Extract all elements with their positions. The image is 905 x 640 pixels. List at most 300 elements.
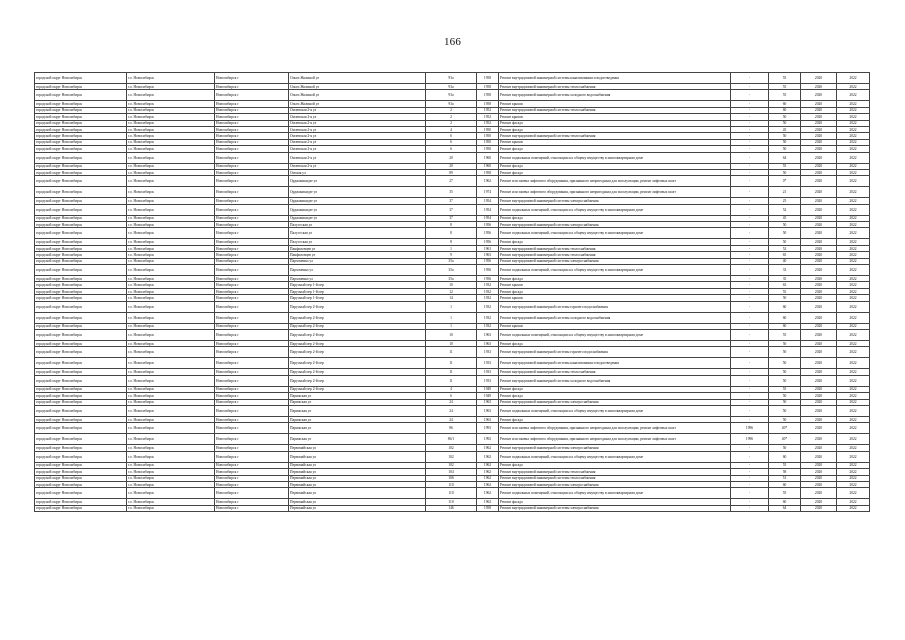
house-number-cell: 10: [426, 340, 477, 346]
house-number-cell: 93а: [426, 90, 477, 101]
wear-percent-cell: 50: [769, 405, 801, 416]
locality-cell: Новосибирск г: [215, 163, 289, 169]
locality-cell: Новосибирск г: [215, 252, 289, 258]
build-year-cell: 1932: [477, 301, 499, 312]
work-type-cell: Ремонт крыши: [499, 295, 731, 301]
table-row: [35, 90, 870, 101]
build-year-cell: 1954: [477, 204, 499, 215]
house-number-cell: 24: [426, 399, 477, 405]
build-year-cell: 1932: [477, 323, 499, 329]
lift-year-cell: -: [731, 358, 769, 369]
house-number-cell: 8: [426, 222, 477, 228]
locality-cell: Новосибирск г: [215, 239, 289, 245]
plan-start-cell: 2020: [801, 369, 837, 375]
house-number-cell: 6: [426, 393, 477, 399]
plan-end-cell: 2022: [837, 73, 870, 84]
municipality-cell: городской округ Новосибирск: [35, 265, 127, 276]
wear-percent-cell: 52: [769, 245, 801, 251]
work-type-cell: Ремонт подвальных помещений, относящихся к общему имуществу в многоквартирном доме: [499, 451, 731, 462]
wear-percent-cell: 40*: [769, 423, 801, 434]
locality-cell: Новосибирск г: [215, 276, 289, 282]
plan-start-cell: 2020: [801, 222, 837, 228]
plan-start-cell: 2020: [801, 434, 837, 445]
plan-start-cell: 2020: [801, 323, 837, 329]
wear-percent-cell: 55: [769, 462, 801, 468]
work-type-cell: Ремонт фасада: [499, 288, 731, 294]
table-row: [35, 265, 870, 276]
wear-percent-cell: 64: [769, 505, 801, 511]
work-type-cell: Ремонт фасада: [499, 126, 731, 132]
street-cell: Парижская ул: [289, 405, 426, 416]
locality-cell: Новосибирск г: [215, 146, 289, 152]
wear-percent-cell: 60: [769, 481, 801, 487]
plan-start-cell: 2020: [801, 187, 837, 198]
build-year-cell: 1960: [477, 152, 499, 163]
municipality-cell: городской округ Новосибирск: [35, 488, 127, 499]
municipality-cell: городской округ Новосибирск: [35, 239, 127, 245]
house-number-cell: 35а: [426, 276, 477, 282]
work-type-cell: Ремонт фасада: [499, 393, 731, 399]
build-year-cell: 1932: [477, 295, 499, 301]
build-year-cell: 1956: [477, 228, 499, 239]
street-cell: Парусный пер 2-й пер: [289, 347, 426, 358]
work-type-cell: Ремонт внутридомовой инженерной системы электроснабжения: [499, 198, 731, 204]
lift-year-cell: -: [731, 488, 769, 499]
locality-cell: Новосибирск г: [215, 329, 289, 340]
table-row: [35, 176, 870, 187]
wear-percent-cell: 21: [769, 187, 801, 198]
table-row: [35, 375, 870, 386]
plan-start-cell: 2020: [801, 416, 837, 422]
plan-start-cell: 2020: [801, 114, 837, 120]
plan-end-cell: 2022: [837, 475, 870, 481]
build-year-cell: 1962: [477, 499, 499, 505]
locality-cell: Новосибирск г: [215, 505, 289, 511]
work-type-cell: Ремонт внутридомовой инженерной системы холодного водоснабжения: [499, 375, 731, 386]
build-year-cell: 1952: [477, 114, 499, 120]
municipality-cell: городской округ Новосибирск: [35, 198, 127, 204]
district-cell: г.о. Новосибирск: [127, 101, 215, 107]
district-cell: г.о. Новосибирск: [127, 393, 215, 399]
street-cell: Парижская ул: [289, 393, 426, 399]
plan-start-cell: 2020: [801, 423, 837, 434]
build-year-cell: 1962: [477, 469, 499, 475]
house-number-cell: 37: [426, 204, 477, 215]
build-year-cell: 1933: [477, 347, 499, 358]
build-year-cell: 1956: [477, 265, 499, 276]
lift-year-cell: -: [731, 101, 769, 107]
plan-end-cell: 2022: [837, 451, 870, 462]
plan-end-cell: 2022: [837, 282, 870, 288]
district-cell: г.о. Новосибирск: [127, 252, 215, 258]
street-cell: Палуосская ул: [289, 228, 426, 239]
lift-year-cell: -: [731, 258, 769, 264]
wear-percent-cell: 50: [769, 399, 801, 405]
district-cell: г.о. Новосибирск: [127, 228, 215, 239]
table-row: [35, 312, 870, 323]
table-row: [35, 73, 870, 84]
build-year-cell: 1954: [477, 215, 499, 221]
plan-start-cell: 2020: [801, 505, 837, 511]
plan-end-cell: 2022: [837, 295, 870, 301]
street-cell: Пархоменко ул: [289, 265, 426, 276]
street-cell: Парусный пер 2-й пер: [289, 358, 426, 369]
street-cell: Первомайская ул: [289, 469, 426, 475]
street-cell: Омлевская 2-я ул: [289, 146, 426, 152]
wear-percent-cell: 52: [769, 204, 801, 215]
build-year-cell: 1958: [477, 84, 499, 90]
locality-cell: Новосибирск г: [215, 399, 289, 405]
work-type-cell: Ремонт внутридомовой инженерной системы канализования и водоотведения: [499, 358, 731, 369]
lift-year-cell: -: [731, 340, 769, 346]
lift-year-cell: -: [731, 84, 769, 90]
locality-cell: Новосибирск г: [215, 481, 289, 487]
table-row: [35, 423, 870, 434]
work-type-cell: Ремонт внутридомовой инженерной системы теплоснабжения: [499, 84, 731, 90]
street-cell: Парусный пер 1-й пер: [289, 295, 426, 301]
work-type-cell: Ремонт фасада: [499, 215, 731, 221]
work-type-cell: Ремонт крыши: [499, 282, 731, 288]
house-number-cell: 37: [426, 215, 477, 221]
wear-percent-cell: 55: [769, 84, 801, 90]
build-year-cell: 1956: [477, 222, 499, 228]
plan-end-cell: 2022: [837, 445, 870, 451]
plan-start-cell: 2020: [801, 126, 837, 132]
locality-cell: Новосибирск г: [215, 204, 289, 215]
lift-year-cell: -: [731, 198, 769, 204]
lift-year-cell: -: [731, 393, 769, 399]
plan-end-cell: 2022: [837, 405, 870, 416]
wear-percent-cell: 60: [769, 301, 801, 312]
plan-start-cell: 2020: [801, 133, 837, 139]
house-number-cell: 1: [426, 245, 477, 251]
district-cell: г.о. Новосибирск: [127, 505, 215, 511]
plan-end-cell: 2022: [837, 499, 870, 505]
wear-percent-cell: 60: [769, 499, 801, 505]
build-year-cell: 1963: [477, 399, 499, 405]
municipality-cell: городской округ Новосибирск: [35, 469, 127, 475]
plan-start-cell: 2020: [801, 499, 837, 505]
municipality-cell: городской округ Новосибирск: [35, 176, 127, 187]
municipality-cell: городской округ Новосибирск: [35, 73, 127, 84]
municipality-cell: городской округ Новосибирск: [35, 434, 127, 445]
build-year-cell: 1961: [477, 245, 499, 251]
district-cell: г.о. Новосибирск: [127, 423, 215, 434]
municipality-cell: городской округ Новосибирск: [35, 475, 127, 481]
house-number-cell: 11: [426, 369, 477, 375]
build-year-cell: 1933: [477, 358, 499, 369]
street-cell: Парижская ул: [289, 416, 426, 422]
municipality-cell: городской округ Новосибирск: [35, 107, 127, 113]
municipality-cell: городской округ Новосибирск: [35, 288, 127, 294]
plan-start-cell: 2020: [801, 73, 837, 84]
house-number-cell: 110: [426, 481, 477, 487]
build-year-cell: 1962: [477, 481, 499, 487]
locality-cell: Новосибирск г: [215, 187, 289, 198]
lift-year-cell: -: [731, 312, 769, 323]
locality-cell: Новосибирск г: [215, 176, 289, 187]
locality-cell: Новосибирск г: [215, 228, 289, 239]
district-cell: г.о. Новосибирск: [127, 282, 215, 288]
lift-year-cell: -: [731, 347, 769, 358]
plan-end-cell: 2022: [837, 462, 870, 468]
lift-year-cell: -: [731, 369, 769, 375]
lift-year-cell: -: [731, 499, 769, 505]
work-type-cell: Ремонт подвальных помещений, относящихся к общему имуществу в многоквартирном доме: [499, 228, 731, 239]
build-year-cell: 1958: [477, 505, 499, 511]
district-cell: г.о. Новосибирск: [127, 369, 215, 375]
house-number-cell: 110: [426, 488, 477, 499]
municipality-cell: городской округ Новосибирск: [35, 133, 127, 139]
municipality-cell: городской округ Новосибирск: [35, 451, 127, 462]
house-number-cell: 12: [426, 288, 477, 294]
plan-start-cell: 2020: [801, 488, 837, 499]
municipality-cell: городской округ Новосибирск: [35, 505, 127, 511]
district-cell: г.о. Новосибирск: [127, 295, 215, 301]
house-number-cell: 20: [426, 163, 477, 169]
plan-end-cell: 2022: [837, 347, 870, 358]
plan-end-cell: 2022: [837, 312, 870, 323]
wear-percent-cell: 50: [769, 120, 801, 126]
district-cell: г.о. Новосибирск: [127, 215, 215, 221]
locality-cell: Новосибирск г: [215, 347, 289, 358]
house-number-cell: 93а: [426, 73, 477, 84]
work-type-cell: Ремонт внутридомовой инженерной системы электроснабжения: [499, 445, 731, 451]
work-type-cell: Ремонт фасада: [499, 276, 731, 282]
build-year-cell: 1958: [477, 90, 499, 101]
locality-cell: Новосибирск г: [215, 499, 289, 505]
house-number-cell: 102: [426, 462, 477, 468]
table-row: [35, 505, 870, 511]
lift-year-cell: -: [731, 176, 769, 187]
work-type-cell: Ремонт фасада: [499, 163, 731, 169]
street-cell: Орджоникидзе ул: [289, 204, 426, 215]
lift-year-cell: -: [731, 252, 769, 258]
work-type-cell: Ремонт фасада: [499, 416, 731, 422]
street-cell: Пархоменко ул: [289, 258, 426, 264]
locality-cell: Новосибирск г: [215, 488, 289, 499]
wear-percent-cell: 50: [769, 139, 801, 145]
table-row: [35, 228, 870, 239]
district-cell: г.о. Новосибирск: [127, 288, 215, 294]
build-year-cell: 1956: [477, 239, 499, 245]
lift-year-cell: -: [731, 469, 769, 475]
build-year-cell: 1962: [477, 445, 499, 451]
municipality-cell: городской округ Новосибирск: [35, 258, 127, 264]
work-type-cell: Ремонт подвальных помещений, относящихся к общему имуществу в многоквартирном доме: [499, 488, 731, 499]
lift-year-cell: -: [731, 416, 769, 422]
municipality-cell: городской округ Новосибирск: [35, 301, 127, 312]
street-cell: Парижская ул: [289, 399, 426, 405]
build-year-cell: 1950: [477, 139, 499, 145]
house-number-cell: 2: [426, 120, 477, 126]
locality-cell: Новосибирск г: [215, 295, 289, 301]
district-cell: г.о. Новосибирск: [127, 405, 215, 416]
plan-end-cell: 2022: [837, 169, 870, 175]
plan-start-cell: 2020: [801, 375, 837, 386]
plan-start-cell: 2020: [801, 146, 837, 152]
table-row: [35, 405, 870, 416]
work-type-cell: Ремонт подвальных помещений, относящихся к общему имуществу в многоквартирном доме: [499, 405, 731, 416]
plan-end-cell: 2022: [837, 358, 870, 369]
plan-start-cell: 2020: [801, 120, 837, 126]
wear-percent-cell: 50: [769, 222, 801, 228]
lift-year-cell: -: [731, 265, 769, 276]
street-cell: Парусный пер 2-й пер: [289, 386, 426, 392]
work-type-cell: Ремонт фасада: [499, 462, 731, 468]
house-number-cell: 1: [426, 323, 477, 329]
build-year-cell: 1956: [477, 276, 499, 282]
wear-percent-cell: 55: [769, 288, 801, 294]
district-cell: г.о. Новосибирск: [127, 475, 215, 481]
district-cell: г.о. Новосибирск: [127, 245, 215, 251]
wear-percent-cell: 35: [769, 276, 801, 282]
plan-start-cell: 2020: [801, 101, 837, 107]
locality-cell: Новосибирск г: [215, 198, 289, 204]
lift-year-cell: -: [731, 405, 769, 416]
plan-start-cell: 2020: [801, 451, 837, 462]
work-type-cell: Ремонт внутридомовой инженерной системы электроснабжения: [499, 258, 731, 264]
plan-end-cell: 2022: [837, 215, 870, 221]
street-cell: Панфиловцев ул: [289, 245, 426, 251]
district-cell: г.о. Новосибирск: [127, 265, 215, 276]
street-cell: Омлевская 2-я ул: [289, 114, 426, 120]
table-row: [35, 187, 870, 198]
municipality-cell: городской округ Новосибирск: [35, 139, 127, 145]
lift-year-cell: -: [731, 323, 769, 329]
locality-cell: Новосибирск г: [215, 265, 289, 276]
plan-end-cell: 2022: [837, 488, 870, 499]
municipality-cell: городской округ Новосибирск: [35, 222, 127, 228]
plan-end-cell: 2022: [837, 228, 870, 239]
locality-cell: Новосибирск г: [215, 133, 289, 139]
district-cell: г.о. Новосибирск: [127, 120, 215, 126]
wear-percent-cell: 40: [769, 258, 801, 264]
plan-end-cell: 2022: [837, 133, 870, 139]
work-type-cell: Ремонт внутридомовой инженерной системы холодного водоснабжения: [499, 90, 731, 101]
build-year-cell: 1949: [477, 393, 499, 399]
lift-year-cell: -: [731, 187, 769, 198]
work-type-cell: Ремонт или замена лифтового оборудования, признанного непригодным для эксплуатации, ремонт лифтовых шахт: [499, 434, 731, 445]
house-number-cell: 11: [426, 347, 477, 358]
plan-end-cell: 2022: [837, 239, 870, 245]
wear-percent-cell: 60: [769, 107, 801, 113]
plan-end-cell: 2022: [837, 375, 870, 386]
municipality-cell: городской округ Новосибирск: [35, 245, 127, 251]
municipality-cell: городской округ Новосибирск: [35, 393, 127, 399]
district-cell: г.о. Новосибирск: [127, 176, 215, 187]
wear-percent-cell: 33: [769, 265, 801, 276]
wear-percent-cell: 50: [769, 369, 801, 375]
build-year-cell: 1932: [477, 282, 499, 288]
wear-percent-cell: 55: [769, 90, 801, 101]
plan-end-cell: 2022: [837, 386, 870, 392]
district-cell: г.о. Новосибирск: [127, 90, 215, 101]
locality-cell: Новосибирск г: [215, 340, 289, 346]
build-year-cell: 1962: [477, 462, 499, 468]
wear-percent-cell: 50: [769, 340, 801, 346]
plan-end-cell: 2022: [837, 301, 870, 312]
lift-year-cell: -: [731, 276, 769, 282]
street-cell: Первомайская ул: [289, 451, 426, 462]
district-cell: г.о. Новосибирск: [127, 169, 215, 175]
build-year-cell: 1963: [477, 340, 499, 346]
lift-year-cell: -: [731, 301, 769, 312]
lift-year-cell: -: [731, 120, 769, 126]
plan-start-cell: 2020: [801, 329, 837, 340]
table-row: [35, 488, 870, 499]
street-cell: Ольги Жилиной ул: [289, 84, 426, 90]
plan-start-cell: 2020: [801, 386, 837, 392]
house-number-cell: 8: [426, 239, 477, 245]
plan-end-cell: 2022: [837, 101, 870, 107]
street-cell: Омская ул: [289, 169, 426, 175]
work-type-cell: Ремонт внутридомовой инженерной системы теплоснабжения: [499, 245, 731, 251]
house-number-cell: 6: [426, 146, 477, 152]
locality-cell: Новосибирск г: [215, 107, 289, 113]
street-cell: Первомайская ул: [289, 488, 426, 499]
build-year-cell: 1932: [477, 312, 499, 323]
street-cell: Первомайская ул: [289, 462, 426, 468]
page-number: 166: [443, 36, 462, 48]
registry-table: [34, 72, 870, 512]
wear-percent-cell: 65: [769, 252, 801, 258]
locality-cell: Новосибирск г: [215, 120, 289, 126]
plan-end-cell: 2022: [837, 107, 870, 113]
lift-year-cell: -: [731, 215, 769, 221]
plan-end-cell: 2022: [837, 245, 870, 251]
table-row: [35, 358, 870, 369]
district-cell: г.о. Новосибирск: [127, 84, 215, 90]
build-year-cell: 1993: [477, 423, 499, 434]
plan-end-cell: 2022: [837, 252, 870, 258]
house-number-cell: 110: [426, 499, 477, 505]
locality-cell: Новосибирск г: [215, 215, 289, 221]
plan-end-cell: 2022: [837, 481, 870, 487]
municipality-cell: городской округ Новосибирск: [35, 423, 127, 434]
plan-start-cell: 2020: [801, 169, 837, 175]
plan-end-cell: 2022: [837, 120, 870, 126]
lift-year-cell: -: [731, 114, 769, 120]
municipality-cell: городской округ Новосибирск: [35, 101, 127, 107]
street-cell: Парусный пер 2-й пер: [289, 369, 426, 375]
work-type-cell: Ремонт фасада: [499, 340, 731, 346]
wear-percent-cell: 60: [769, 323, 801, 329]
work-type-cell: Ремонт внутридомовой инженерной системы электроснабжения: [499, 399, 731, 405]
plan-end-cell: 2022: [837, 146, 870, 152]
work-type-cell: Ремонт подвальных помещений, относящихся к общему имуществу в многоквартирном доме: [499, 152, 731, 163]
work-type-cell: Ремонт крыши: [499, 114, 731, 120]
plan-end-cell: 2022: [837, 288, 870, 294]
plan-start-cell: 2020: [801, 288, 837, 294]
locality-cell: Новосибирск г: [215, 323, 289, 329]
street-cell: Парусный пер 2-й пер: [289, 329, 426, 340]
wear-percent-cell: 40*: [769, 434, 801, 445]
work-type-cell: Ремонт внутридомовой инженерной системы теплоснабжения: [499, 252, 731, 258]
plan-start-cell: 2020: [801, 393, 837, 399]
house-number-cell: 106: [426, 475, 477, 481]
municipality-cell: городской округ Новосибирск: [35, 163, 127, 169]
build-year-cell: 1949: [477, 386, 499, 392]
plan-start-cell: 2020: [801, 475, 837, 481]
build-year-cell: 1956: [477, 258, 499, 264]
house-number-cell: 35а: [426, 258, 477, 264]
district-cell: г.о. Новосибирск: [127, 469, 215, 475]
district-cell: г.о. Новосибирск: [127, 73, 215, 84]
plan-end-cell: 2022: [837, 90, 870, 101]
plan-end-cell: 2022: [837, 423, 870, 434]
work-type-cell: Ремонт внутридомовой инженерной системы электроснабжения: [499, 505, 731, 511]
